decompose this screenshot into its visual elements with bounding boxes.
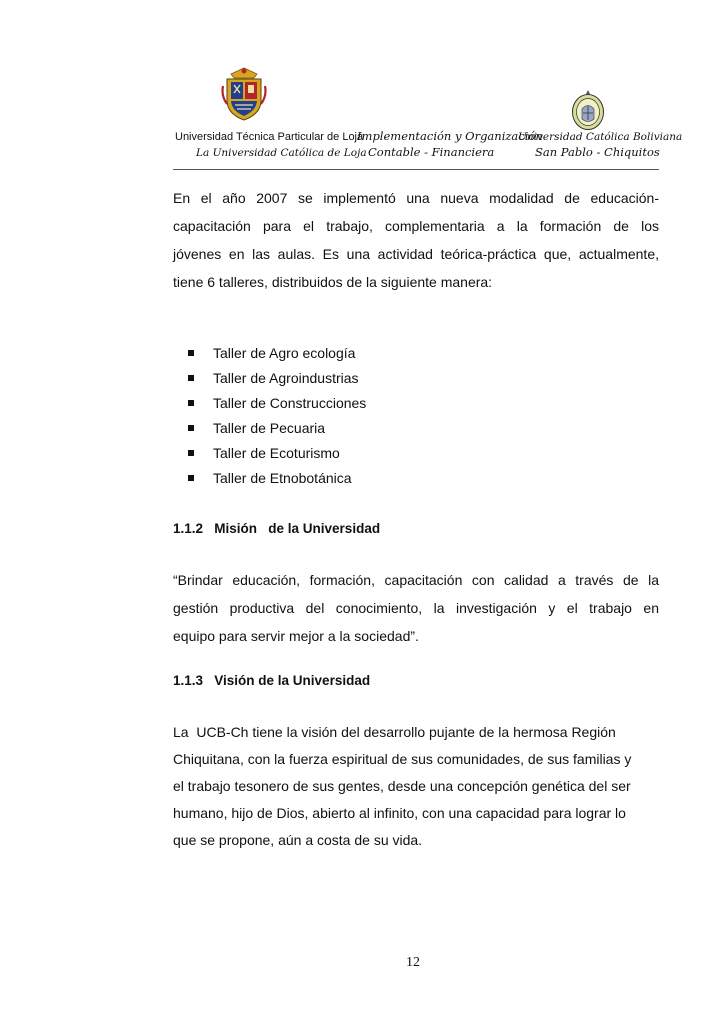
- list-item-label: Taller de Agroindustrias: [213, 370, 359, 386]
- paragraph-line: el trabajo tesonero de sus gentes, desde una concepción genética del ser: [173, 778, 631, 794]
- paragraph-line: capacitación para el trabajo, complementaria a la formación de los: [173, 218, 659, 234]
- paragraph-line: que se propone, aún a costa de su vida.: [173, 832, 423, 848]
- ucb-seal-icon: [571, 89, 605, 131]
- header-left-subtitle: La Universidad Católica de Loja: [196, 147, 367, 159]
- paragraph-line: tiene 6 talleres, distribuidos de la siguiente manera:: [173, 274, 493, 290]
- paragraph-line: En el año 2007 se implementó una nueva modalidad de educación-: [173, 190, 659, 206]
- square-bullet-icon: [188, 475, 194, 481]
- paragraph-line: Chiquitana, con la fuerza espiritual de sus comunidades, de sus familias y: [173, 751, 632, 767]
- paragraph-line: equipo para servir mejor a la sociedad”.: [173, 628, 419, 644]
- list-item-label: Taller de Construcciones: [213, 395, 367, 411]
- paragraph-line: gestión productiva del conocimiento, la investigación y el trabajo en: [173, 600, 659, 616]
- header-center-subtitle: Contable - Financiera: [368, 145, 495, 159]
- mision-paragraph: [173, 566, 659, 650]
- intro-paragraph: [173, 184, 659, 296]
- list-item-label: Taller de Etnobotánica: [213, 470, 352, 486]
- list-item: [188, 391, 366, 416]
- square-bullet-icon: [188, 400, 194, 406]
- list-item: [188, 441, 366, 466]
- paragraph-line: La UCB-Ch tiene la visión del desarrollo pujante de la hermosa Región: [173, 724, 616, 740]
- list-item: [188, 466, 366, 491]
- paragraph-line: humano, hijo de Dios, abierto al infinito, con una capacidad para lograr lo: [173, 805, 626, 821]
- list-item-label: Taller de Agro ecología: [213, 345, 356, 361]
- square-bullet-icon: [188, 450, 194, 456]
- header-left-institution: Universidad Técnica Particular de Loja: [175, 131, 364, 143]
- square-bullet-icon: [188, 425, 194, 431]
- list-item: [188, 341, 366, 366]
- paragraph-line: “Brindar educación, formación, capacitación con calidad a través de la: [173, 572, 659, 588]
- header-center-title: Implementación y Organización: [357, 129, 543, 143]
- header-right-subtitle: San Pablo - Chiquitos: [535, 145, 660, 159]
- utpl-coat-of-arms-icon: [221, 66, 267, 122]
- page-number: 12: [406, 955, 420, 970]
- paragraph-line: jóvenes en las aulas. Es una actividad teórica-práctica que, actualmente,: [173, 246, 659, 262]
- section-heading-vision: 1.1.3 Visión de la Universidad: [173, 673, 371, 688]
- list-item: [188, 366, 366, 391]
- square-bullet-icon: [188, 375, 194, 381]
- vision-paragraph: [173, 719, 659, 854]
- list-item-label: Taller de Pecuaria: [213, 420, 326, 436]
- header-divider: [173, 169, 659, 170]
- section-heading-mision: 1.1.2 Misión de la Universidad: [173, 521, 381, 536]
- list-item-label: Taller de Ecoturismo: [213, 445, 340, 461]
- list-item: [188, 416, 366, 441]
- talleres-list: [188, 341, 366, 491]
- square-bullet-icon: [188, 350, 194, 356]
- header-right-institution: Universidad Católica Boliviana: [518, 131, 683, 143]
